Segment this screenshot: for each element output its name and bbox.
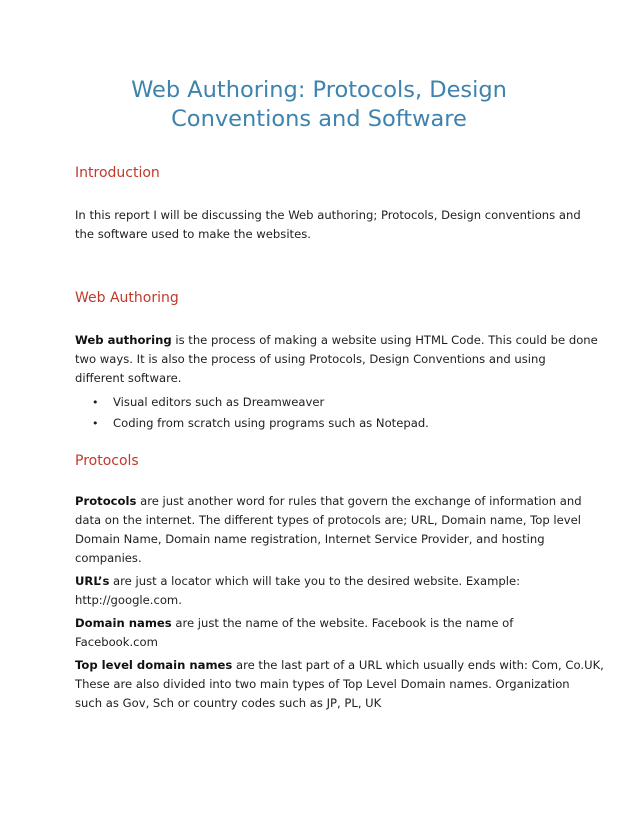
top-level-domain-names-term: Top level domain names [75, 658, 233, 672]
urls-term: URL’s [75, 574, 110, 588]
protocols-paragraph-line-2: data on the internet. The different types of protocols are; URL, Domain name, Top level [75, 513, 581, 527]
web-authoring-heading: Web Authoring [75, 290, 179, 306]
domain-names-term: Domain names [75, 616, 172, 630]
web-authoring-paragraph-line-3: different software. [75, 371, 182, 385]
domain-names-paragraph-line-1 [75, 614, 565, 633]
document-title-line-1: Web Authoring: Protocols, Design [131, 77, 507, 103]
web-authoring-term: Web authoring [75, 333, 172, 347]
top-level-domain-names-paragraph-line-1 [75, 656, 604, 675]
introduction-paragraph-line-2: the software used to make the websites. [75, 227, 311, 241]
web-authoring-paragraph-line-1 [75, 331, 598, 350]
list-item [75, 413, 565, 434]
protocols-paragraph-line-3: Domain Name, Domain name registration, Internet Service Provider, and hosting [75, 532, 545, 546]
web-authoring-bullet-list [75, 392, 565, 434]
web-authoring-paragraph-text-1: is the process of making a website using HTML Code. This could be done [171, 333, 598, 347]
protocols-paragraph [75, 492, 582, 568]
document-title [75, 76, 563, 134]
bullet-text: Visual editors such as Dreamweaver [113, 395, 325, 409]
web-authoring-paragraph-line-2: two ways. It is also the process of using Protocols, Design Conventions and using [75, 352, 546, 366]
domain-names-paragraph-text-1: are just the name of the website. Facebook is the name of [171, 616, 514, 630]
domain-names-paragraph-line-2: Facebook.com [75, 635, 158, 649]
introduction-heading: Introduction [75, 165, 160, 181]
web-authoring-paragraph [75, 331, 598, 388]
protocols-heading: Protocols [75, 453, 139, 469]
bullet-text: Coding from scratch using programs such as Notepad. [113, 416, 429, 430]
urls-paragraph-text-1: are just a locator which will take you to the desired website. Example: [109, 574, 521, 588]
top-level-domain-names-paragraph-text-1: are the last part of a URL which usually ends with: Com, Co.UK, [232, 658, 604, 672]
urls-paragraph-line-2: http://google.com. [75, 593, 182, 607]
domain-names-paragraph [75, 614, 565, 652]
protocols-term: Protocols [75, 494, 137, 508]
top-level-domain-names-paragraph [75, 656, 604, 713]
top-level-domain-names-paragraph-line-2: These are also divided into two main types of Top Level Domain names. Organization [75, 677, 570, 691]
protocols-paragraph-line-1 [75, 492, 582, 511]
protocols-paragraph-line-4: companies. [75, 551, 142, 565]
bullet-icon: • [92, 417, 99, 430]
document-title-line-2: Conventions and Software [171, 106, 467, 132]
list-item [75, 392, 565, 413]
protocols-paragraph-text-1: are just another word for rules that govern the exchange of information and [136, 494, 582, 508]
urls-paragraph [75, 572, 565, 610]
top-level-domain-names-paragraph-line-3: such as Gov, Sch or country codes such as JP, PL, UK [75, 696, 382, 710]
introduction-paragraph [75, 206, 581, 244]
bullet-icon: • [92, 396, 99, 409]
introduction-paragraph-line-1: In this report I will be discussing the Web authoring; Protocols, Design conventions and [75, 208, 581, 222]
urls-paragraph-line-1 [75, 572, 565, 591]
